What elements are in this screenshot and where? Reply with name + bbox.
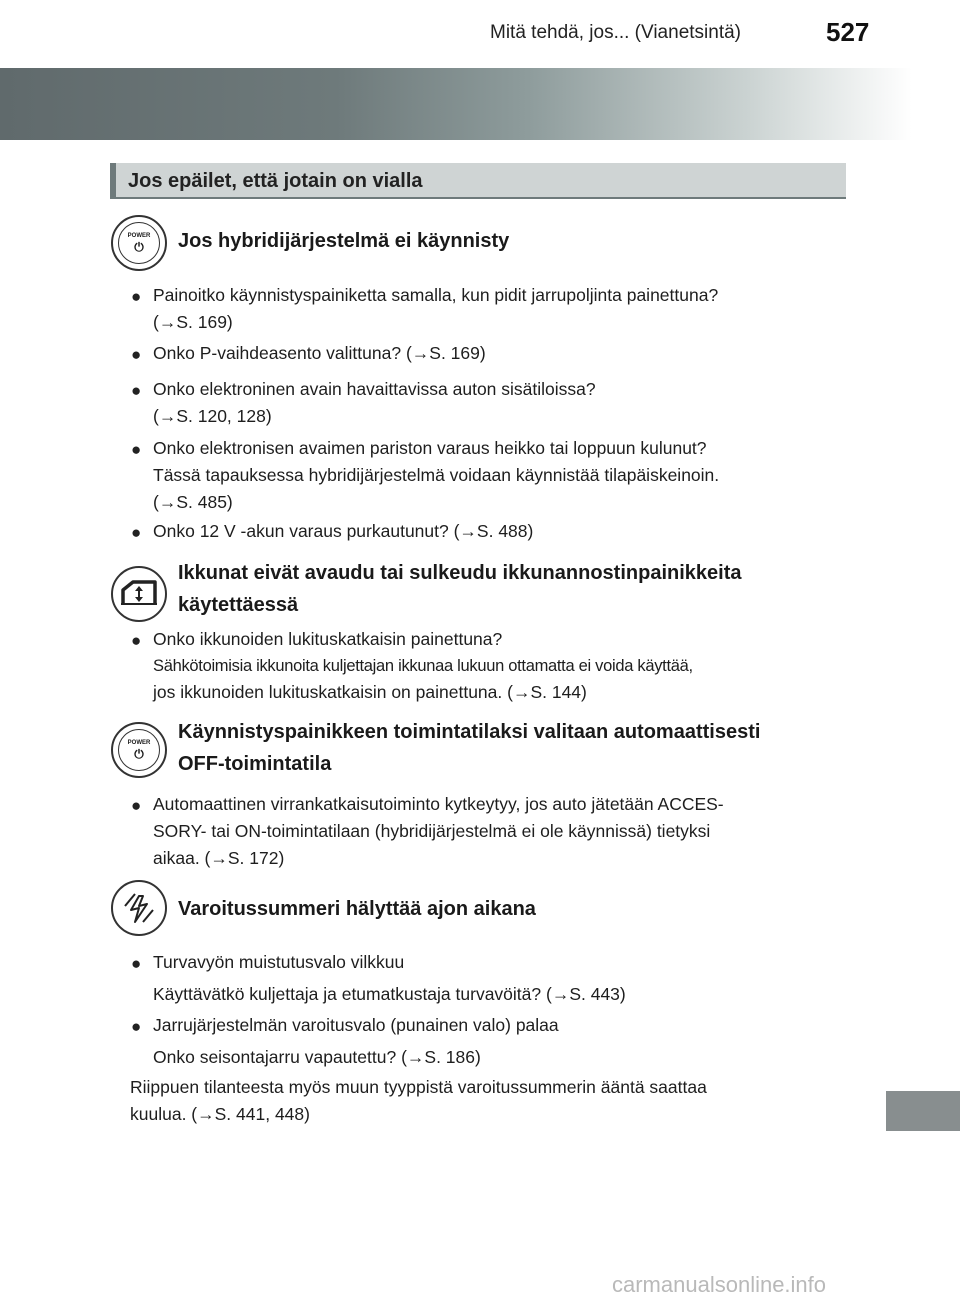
list-item: Turvavyön muistutusvalo vilkkuu Käyttävätkö kuljettaja ja etumatkustaja turvavöitä? (→S. 443) (153, 952, 626, 1004)
list-item: Onko elektronisen avaimen pariston varaus heikko tai loppuun kulunut? Tässä tapauksessa hybridijärjestelmä voidaan käynnistää tilapäiskeinoin. (→S. 485) (153, 438, 720, 512)
power-window-switch-icon (111, 566, 167, 622)
bullet-icon: ● (131, 381, 142, 400)
bullet-icon: ● (131, 523, 142, 542)
chapter-tab (886, 1091, 960, 1131)
warning-buzzer-icon (111, 880, 167, 936)
section-heading (110, 163, 846, 199)
list-item: Onko ikkunoiden lukituskatkaisin painettuna? Sähkötoimisia ikkunoita kuljettajan ikkunaa lukuun ottamatta ei voida käyttää, jos ikkunoiden lukituskatkaisin on painettuna. (→S. 144) (153, 629, 693, 702)
bullet-icon: ● (131, 796, 142, 815)
page-number: 527 (826, 17, 870, 47)
list-item: Painoitko käynnistyspainiketta samalla, kun pidit jarrupoljinta painettuna? (→S. 169) (153, 285, 719, 332)
bullet-icon: ● (131, 954, 142, 973)
watermark: carmanualsonline.info (612, 1272, 827, 1297)
power-button-icon: POWER ⏻ (111, 722, 167, 778)
power-button-icon: POWER ⏻ (111, 215, 167, 271)
list-item: Onko 12 V -akun varaus purkautunut? (→S. 488) (153, 521, 534, 541)
list-item: Onko P-vaihdeasento valittuna? (→S. 169) (153, 343, 486, 363)
bullet-icon: ● (131, 287, 142, 306)
topic-title-buzzer: Varoitussummeri hälyttää ajon aikana (178, 898, 536, 920)
topic-title-auto-off: Käynnistyspainikkeen toimintatilaksi valitaan automaattisesti OFF-toimintatila (178, 721, 761, 775)
section-heading-bar (110, 163, 116, 197)
list-item: Jarrujärjestelmän varoitusvalo (punainen valo) palaa Onko seisontajarru vapautettu? (→S. 186) (153, 1015, 559, 1067)
topic-title-windows: Ikkunat eivät avaudu tai sulkeudu ikkunannostinpainikkeita käytettäessä (178, 562, 742, 616)
list-item: Onko elektroninen avain havaittavissa auton sisätiloissa? (→S. 120, 128) (153, 379, 596, 426)
bullet-icon: ● (131, 345, 142, 364)
header-banner (0, 68, 960, 140)
bullet-icon: ● (131, 440, 142, 459)
page-header-title: Mitä tehdä, jos... (Vianetsintä) (490, 22, 741, 43)
buzzer-note: Riippuen tilanteesta myös muun tyyppistä varoitussummerin ääntä saattaa kuulua. (→S. 441, 448) (130, 1077, 707, 1124)
bullet-icon: ● (131, 631, 142, 650)
bullet-icon: ● (131, 1017, 142, 1036)
list-item: Automaattinen virrankatkaisutoiminto kytkeytyy, jos auto jätetään ACCES- SORY- tai ON-toimintatilaan (hybridijärjestelmä ei ole käynnissä) tietyksi aikaa. (→S. 172) (153, 794, 724, 868)
topic-title-hybrid-start: Jos hybridijärjestelmä ei käynnisty (178, 230, 510, 252)
section-heading-text: Jos epäilet, että jotain on vialla (128, 170, 423, 192)
